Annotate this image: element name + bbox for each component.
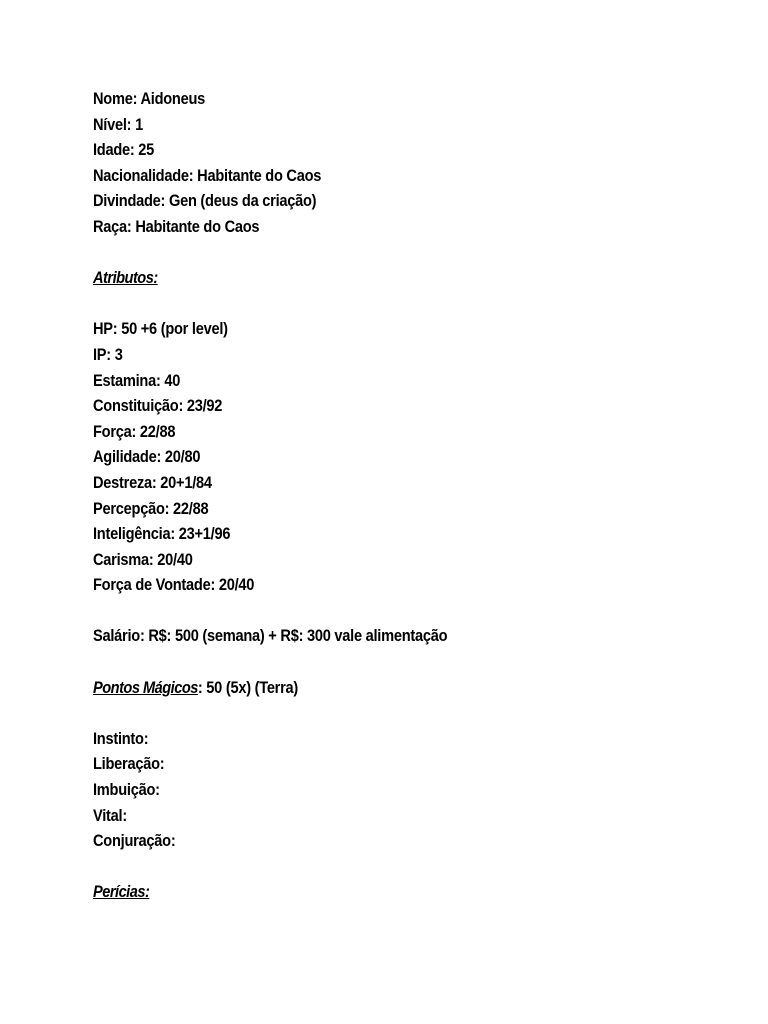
pontos-magicos-line	[93, 675, 643, 701]
magia-liberacao: Liberação:	[93, 754, 165, 774]
magia-vital: Vital:	[93, 805, 127, 825]
magia-imbuicao: Imbuição:	[93, 780, 160, 800]
nivel-line: Nível: 1	[93, 114, 143, 134]
spacer	[93, 291, 733, 317]
attribute-carisma: Carisma: 20/40	[93, 549, 193, 569]
magia-instinto: Instinto:	[93, 728, 149, 748]
attribute-inteligencia: Inteligência: 23+1/96	[93, 524, 231, 544]
pontos-magicos-heading: Pontos Mágicos	[93, 677, 198, 697]
atributos-heading: Atributos:	[93, 268, 158, 288]
pontos-magicos-value: : 50 (5x) (Terra)	[197, 677, 299, 697]
spacer	[93, 854, 733, 880]
spacer	[93, 240, 733, 266]
character-sheet	[93, 86, 733, 905]
attribute-hp: HP: 50 +6 (por level)	[93, 319, 228, 339]
attribute-forca-de-vontade: Força de Vontade: 20/40	[93, 575, 255, 595]
spacer	[93, 649, 733, 675]
spacer	[93, 598, 733, 624]
attribute-estamina: Estamina: 40	[93, 370, 181, 390]
attribute-forca: Força: 22/88	[93, 421, 176, 441]
spacer	[93, 700, 733, 726]
nacionalidade-line: Nacionalidade: Habitante do Caos	[93, 165, 322, 185]
raca-line: Raça: Habitante do Caos	[93, 216, 260, 236]
salario-line: Salário: R$: 500 (semana) + R$: 300 vale alimentação	[93, 626, 448, 646]
nome-line: Nome: Aidoneus	[93, 89, 206, 108]
attribute-agilidade: Agilidade: 20/80	[93, 447, 201, 467]
idade-line: Idade: 25	[93, 140, 155, 160]
divindade-line: Divindade: Gen (deus da criação)	[93, 191, 317, 211]
attribute-ip: IP: 3	[93, 344, 123, 364]
attribute-destreza: Destreza: 20+1/84	[93, 472, 212, 492]
attribute-constituicao: Constituição: 23/92	[93, 396, 223, 416]
attribute-percepcao: Percepção: 22/88	[93, 498, 209, 518]
pericias-heading: Perícias:	[93, 882, 150, 902]
magia-conjuracao: Conjuração:	[93, 831, 176, 851]
